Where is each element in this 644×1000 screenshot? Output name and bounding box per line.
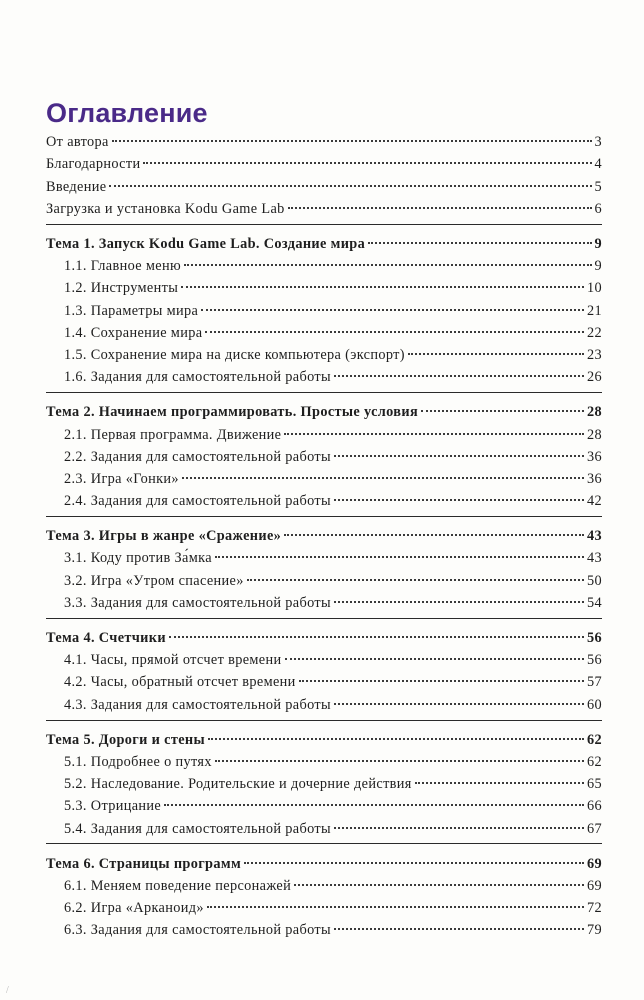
toc-entry-label: 3.2. Игра «Утром спасение» — [64, 572, 244, 589]
toc-page-number: 60 — [587, 696, 602, 713]
toc-page-number: 56 — [587, 630, 602, 647]
dot-leader — [215, 746, 584, 762]
dot-leader — [294, 870, 584, 886]
toc-page-number: 36 — [587, 470, 602, 487]
toc-entry-label: 4.3. Задания для самостоятельной работы — [64, 696, 331, 713]
dot-leader — [334, 440, 584, 456]
chapter-divider — [46, 224, 602, 225]
dot-leader — [184, 250, 591, 266]
toc-entry-label: От автора — [46, 134, 109, 151]
toc-entry-label: Благодарности — [46, 156, 141, 173]
toc-entry-label: Тема 3. Игры в жанре «Сражение» — [46, 528, 282, 545]
toc-entry-label: Тема 5. Дороги и стены — [46, 731, 206, 748]
toc-entry-label: 2.3. Игра «Гонки» — [64, 470, 179, 487]
dot-leader — [164, 790, 584, 806]
toc-entry-row[interactable] — [46, 692, 602, 714]
toc-entry-label: 1.2. Инструменты — [64, 280, 179, 297]
dot-leader — [334, 688, 584, 704]
toc-page-number: 62 — [587, 731, 602, 748]
toc-entry-label: 4.2. Часы, обратный отсчет времени — [64, 674, 296, 691]
dot-leader — [415, 768, 584, 784]
toc-entry-label: Тема 6. Страницы программ — [46, 855, 242, 872]
toc-entry-label: 6.1. Меняем поведение персонажей — [64, 877, 292, 894]
dot-leader — [112, 126, 592, 142]
dot-leader — [288, 193, 592, 209]
toc-entry-row[interactable] — [46, 365, 602, 387]
toc-entry-label: Тема 1. Запуск Kodu Game Lab. Создание мира — [46, 236, 366, 253]
dot-leader — [334, 587, 584, 603]
dot-leader — [334, 485, 584, 501]
toc-page-number: 43 — [587, 550, 602, 567]
chapter-divider — [46, 618, 602, 619]
dot-leader — [244, 847, 584, 863]
dot-leader — [143, 148, 591, 164]
dot-leader — [207, 892, 584, 908]
dot-leader — [284, 418, 584, 434]
toc-page-number: 66 — [587, 798, 602, 815]
toc-page-number: 22 — [587, 324, 602, 341]
toc-page-number: 69 — [587, 855, 602, 872]
toc-entry-label: 1.4. Сохранение мира — [64, 324, 203, 341]
dot-leader — [285, 644, 585, 660]
toc-page-number: 9 — [594, 236, 602, 253]
toc-entry-label: 2.1. Первая программа. Движение — [64, 426, 282, 443]
page-title: Оглавление — [46, 98, 208, 129]
toc-page-number: 4 — [594, 156, 602, 173]
toc-page-number: 10 — [587, 280, 602, 297]
dot-leader — [208, 724, 584, 740]
toc-entry-label: 4.1. Часы, прямой отсчет времени — [64, 652, 282, 669]
toc-page-number: 21 — [587, 302, 602, 319]
toc-entry-label: 5.4. Задания для самостоятельной работы — [64, 820, 331, 837]
toc-page-number: 26 — [587, 369, 602, 386]
toc-entry-label: 1.5. Сохранение мира на диске компьютера (экспорт) — [64, 346, 405, 363]
dot-leader — [205, 317, 584, 333]
dot-leader — [169, 622, 584, 638]
toc-entry-label: 2.2. Задания для самостоятельной работы — [64, 448, 331, 465]
toc-page-number: 72 — [587, 900, 602, 917]
toc-entry-label: 5.1. Подробнее о путях — [64, 753, 212, 770]
toc-entry-label: 6.2. Игра «Арканоид» — [64, 900, 204, 917]
dot-leader — [215, 542, 584, 558]
toc-page-number: 65 — [587, 776, 602, 793]
toc-page-number: 28 — [587, 404, 602, 421]
toc-entry-label: Тема 2. Начинаем программировать. Простые условия — [46, 404, 419, 421]
table-of-contents — [46, 130, 602, 940]
toc-page-number: 23 — [587, 346, 602, 363]
chapter-divider — [46, 392, 602, 393]
toc-page-number: 69 — [587, 877, 602, 894]
toc-page-number: 79 — [587, 922, 602, 939]
page-corner-mark: / — [6, 985, 9, 996]
chapter-divider — [46, 843, 602, 844]
dot-leader — [247, 564, 584, 580]
dot-leader — [334, 914, 584, 930]
toc-page-number: 28 — [587, 426, 602, 443]
toc-entry-label: Тема 4. Счетчики — [46, 630, 166, 647]
dot-leader — [109, 170, 591, 186]
dot-leader — [334, 361, 584, 377]
toc-entry-row[interactable] — [46, 918, 602, 940]
dot-leader — [421, 396, 584, 412]
toc-page-number: 56 — [587, 652, 602, 669]
toc-entry-row[interactable] — [46, 489, 602, 511]
chapter-divider — [46, 516, 602, 517]
toc-entry-label: 6.3. Задания для самостоятельной работы — [64, 922, 331, 939]
toc-page-number: 9 — [594, 258, 602, 275]
toc-entry-label: 3.3. Задания для самостоятельной работы — [64, 594, 331, 611]
toc-page-number: 62 — [587, 753, 602, 770]
toc-entry-label: 5.2. Наследование. Родительские и дочерние действия — [64, 776, 412, 793]
toc-page-number: 6 — [594, 200, 602, 217]
toc-entry-label: Введение — [46, 178, 107, 195]
toc-page-number: 57 — [587, 674, 602, 691]
toc-entry-row[interactable] — [46, 816, 602, 838]
toc-page-number: 5 — [594, 178, 602, 195]
toc-page-number: 50 — [587, 572, 602, 589]
toc-entry-label: 1.1. Главное меню — [64, 258, 182, 275]
toc-entry-label: 1.6. Задания для самостоятельной работы — [64, 369, 331, 386]
dot-leader — [299, 666, 584, 682]
toc-entry-label: 2.4. Задания для самостоятельной работы — [64, 493, 331, 510]
dot-leader — [181, 272, 584, 288]
toc-entry-label: 1.3. Параметры мира — [64, 302, 199, 319]
dot-leader — [284, 520, 584, 536]
dot-leader — [201, 294, 584, 310]
toc-page-number: 43 — [587, 528, 602, 545]
toc-entry-label: 5.3. Отрицание — [64, 798, 162, 815]
toc-entry-label: 3.1. Коду против За́мка — [64, 550, 212, 567]
toc-page-number: 42 — [587, 493, 602, 510]
toc-entry-row[interactable] — [46, 197, 602, 219]
dot-leader — [368, 228, 591, 244]
toc-page-number: 36 — [587, 448, 602, 465]
toc-page-number: 3 — [594, 134, 602, 151]
chapter-divider — [46, 720, 602, 721]
toc-entry-row[interactable] — [46, 591, 602, 613]
dot-leader — [182, 463, 584, 479]
toc-page-number: 54 — [587, 594, 602, 611]
dot-leader — [334, 812, 584, 828]
toc-page-number: 67 — [587, 820, 602, 837]
dot-leader — [408, 339, 584, 355]
toc-entry-label: Загрузка и установка Kodu Game Lab — [46, 200, 285, 217]
